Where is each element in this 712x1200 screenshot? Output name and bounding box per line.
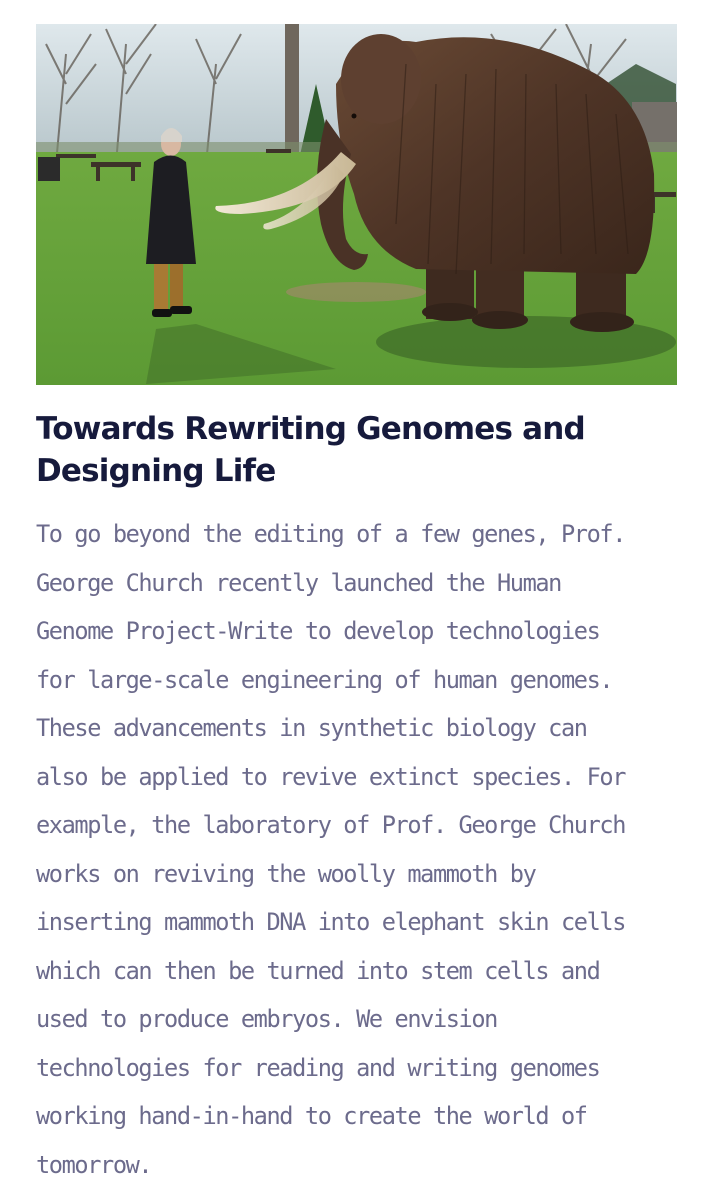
body-line: These advancements in synthetic biology can — [36, 714, 587, 742]
body-line: Genome Project-Write to develop technologies — [36, 617, 600, 645]
mammoth-photo — [36, 24, 677, 385]
body-line: inserting mammoth DNA into elephant skin cells — [36, 908, 626, 936]
body-line: To go beyond the editing of a few genes, Prof. — [36, 520, 626, 548]
article-title — [36, 408, 656, 492]
body-line: working hand-in-hand to create the world of — [36, 1102, 587, 1130]
body-line: used to produce embryos. We envision — [36, 1005, 497, 1033]
article-image — [36, 24, 677, 385]
article-body — [36, 510, 666, 1189]
body-line: technologies for reading and writing genomes — [36, 1053, 600, 1082]
body-line: example, the laboratory of Prof. George Church — [36, 811, 626, 839]
article-title-line: Designing Life — [36, 453, 276, 489]
body-line: for large-scale engineering of human genomes. — [36, 665, 613, 694]
article-title-line: Towards Rewriting Genomes and — [36, 411, 585, 447]
body-line: tomorrow. — [36, 1150, 152, 1179]
body-line: also be applied to revive extinct species. For — [36, 762, 626, 791]
body-line: George Church recently launched the Human — [36, 568, 561, 597]
body-line: works on reviving the woolly mammoth by — [36, 859, 536, 888]
body-line: which can then be turned into stem cells and — [36, 956, 600, 985]
